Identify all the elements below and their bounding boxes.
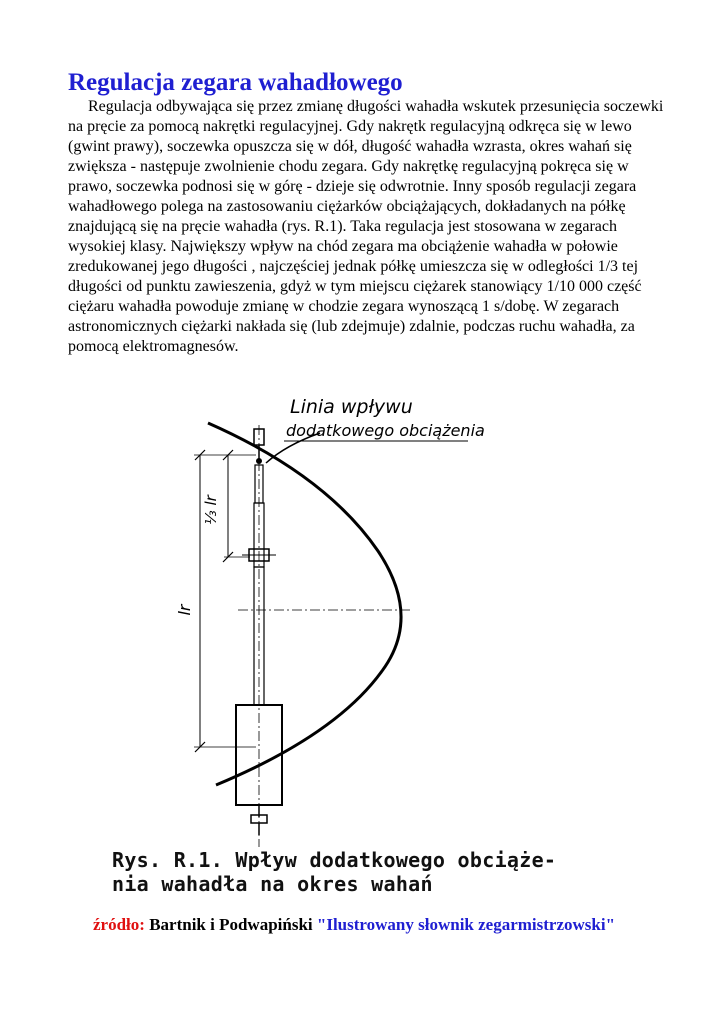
page-title: Regulacja zegara wahadłowego (68, 69, 403, 96)
body-paragraph: Regulacja odbywająca się przez zmianę długości wahadła wskutek przesunięcia soczewki na pręcie za pomocą nakrętki regulacyjnej. Gdy nakrętk regulacyjną odkręca się w lewo (gwint prawy), soczewka opuszcza się w dół, długość wahadła wzrasta, okres wahań się zwiększa - następuje zwolnienie chodu zegara. Gdy nakrętkę regulacyjną pokręca się w prawo, soczewka podnosi się w górę - dzieje się odwrotnie. Inny sposób regulacji zegara wahadłowego polega na zastosowaniu ciężarków obciążających, dokładanych na półkę znajdującą się na pręcie wahadła (rys. R.1). Taka regulacja jest stosowana w zegarach wysokiej klasy. Największy wpływ na chód zegara ma obciążenie wahadła w połowie zredukowanej jego długości , najczęściej jednak półkę umieszcza się w odległości 1/3 tej długości od punktu zawieszenia, gdyż w tym miejscu ciężarek stanowiący 1/10 000 część ciężaru wahadła powoduje zmianę w chodzie zegara wynoszącą 1 s/dobę. W zegarach astronomicznych ciężarki nakłada się (lub zdejmuje) zdalnie, podczas ruchu wahadła, za pomocą elektromagnesów. (68, 98, 664, 355)
source-line (93, 915, 615, 935)
pendulum-diagram (150, 385, 590, 855)
dim-label-third: ⅓ lr (202, 495, 220, 525)
source-authors: Bartnik i Podwapiński (149, 915, 313, 934)
curve-label-line2: dodatkowego obciążenia (286, 421, 485, 440)
curve-label-line1: Linia wpływu (290, 396, 413, 418)
caption-line2: nia wahadła na okres wahań (112, 872, 433, 896)
pendulum-figure (150, 385, 590, 855)
source-label: źródło: (93, 915, 145, 934)
figure-caption (112, 848, 582, 896)
source-book-title: "Ilustrowany słownik zegarmistrzowski" (316, 915, 616, 934)
dim-label-full: lr (175, 604, 194, 616)
caption-line1: Rys. R.1. Wpływ dodatkowego obciąże- (112, 848, 557, 872)
